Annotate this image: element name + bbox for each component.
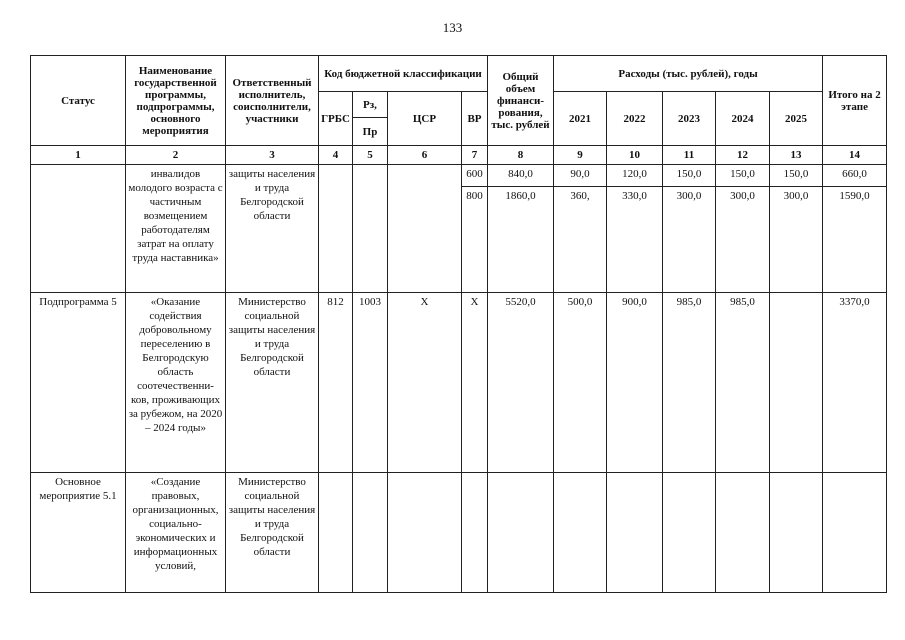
header-2023: 2023 bbox=[663, 92, 716, 146]
header-total-volume: Общий объем финанси-рования, тыс. рублей bbox=[488, 56, 554, 146]
cell-2025: 300,0 bbox=[770, 187, 823, 293]
cell-itogo bbox=[823, 473, 887, 593]
header-2025: 2025 bbox=[770, 92, 823, 146]
cell-total bbox=[488, 473, 554, 593]
cell-2024 bbox=[716, 473, 770, 593]
header-status: Статус bbox=[31, 56, 126, 146]
col-num-1: 1 bbox=[31, 146, 126, 165]
cell-csr bbox=[388, 165, 462, 293]
cell-vr: 600 bbox=[462, 165, 488, 187]
cell-csr: X bbox=[388, 293, 462, 473]
col-num-12: 12 bbox=[716, 146, 770, 165]
header-csr: ЦСР bbox=[388, 92, 462, 146]
cell-responsible: защиты населения и труда Белгородской области bbox=[226, 165, 319, 293]
header-responsible: Ответственный исполнитель, соисполнители, участники bbox=[226, 56, 319, 146]
col-num-2: 2 bbox=[126, 146, 226, 165]
table-row bbox=[31, 293, 887, 473]
cell-csr bbox=[388, 473, 462, 593]
cell-2021: 500,0 bbox=[554, 293, 607, 473]
cell-2021 bbox=[554, 473, 607, 593]
cell-itogo: 1590,0 bbox=[823, 187, 887, 293]
cell-2024: 300,0 bbox=[716, 187, 770, 293]
cell-grbs: 812 bbox=[319, 293, 353, 473]
cell-name: «Оказание содействия добровольному переселению в Белгородскую область соотечественни-ков, проживающих за рубежом, на 2020 – 2024 годы» bbox=[126, 293, 226, 473]
cell-status: Основное мероприятие 5.1 bbox=[31, 473, 126, 593]
cell-total: 840,0 bbox=[488, 165, 554, 187]
header-vr: ВР bbox=[462, 92, 488, 146]
cell-name: «Создание правовых, организационных, социально-экономических и информационных условий, bbox=[126, 473, 226, 593]
cell-itogo: 660,0 bbox=[823, 165, 887, 187]
header-itogo: Итого на 2 этапе bbox=[823, 56, 887, 146]
cell-rz: 1003 bbox=[353, 293, 388, 473]
col-num-8: 8 bbox=[488, 146, 554, 165]
cell-2023: 985,0 bbox=[663, 293, 716, 473]
cell-2022: 120,0 bbox=[607, 165, 663, 187]
cell-status: Подпрограмма 5 bbox=[31, 293, 126, 473]
cell-responsible: Министерство социальной защиты населения и труда Белгородской области bbox=[226, 293, 319, 473]
cell-2024: 150,0 bbox=[716, 165, 770, 187]
header-2024: 2024 bbox=[716, 92, 770, 146]
col-num-3: 3 bbox=[226, 146, 319, 165]
col-num-6: 6 bbox=[388, 146, 462, 165]
header-name: Наименование государственной программы, подпрограммы, основного мероприятия bbox=[126, 56, 226, 146]
col-num-4: 4 bbox=[319, 146, 353, 165]
cell-2022 bbox=[607, 473, 663, 593]
col-num-9: 9 bbox=[554, 146, 607, 165]
cell-2022: 330,0 bbox=[607, 187, 663, 293]
cell-2021: 90,0 bbox=[554, 165, 607, 187]
cell-grbs bbox=[319, 165, 353, 293]
cell-2021: 360, bbox=[554, 187, 607, 293]
header-grbs: ГРБС bbox=[319, 92, 353, 146]
cell-2025 bbox=[770, 473, 823, 593]
cell-2023 bbox=[663, 473, 716, 593]
table-row bbox=[31, 473, 887, 593]
cell-name: инвалидов молодого возраста с частичным возмещением работодателям затрат на оплату труда наставника» bbox=[126, 165, 226, 293]
cell-vr bbox=[462, 473, 488, 593]
col-num-10: 10 bbox=[607, 146, 663, 165]
cell-rz bbox=[353, 165, 388, 293]
col-num-14: 14 bbox=[823, 146, 887, 165]
header-pr: Пр bbox=[353, 118, 388, 146]
cell-itogo: 3370,0 bbox=[823, 293, 887, 473]
cell-2023: 150,0 bbox=[663, 165, 716, 187]
cell-total: 1860,0 bbox=[488, 187, 554, 293]
cell-vr: X bbox=[462, 293, 488, 473]
header-expenses: Расходы (тыс. рублей), годы bbox=[554, 56, 823, 92]
cell-rz bbox=[353, 473, 388, 593]
header-budget-code: Код бюджетной классификации bbox=[319, 56, 488, 92]
col-num-7: 7 bbox=[462, 146, 488, 165]
cell-2022: 900,0 bbox=[607, 293, 663, 473]
cell-status bbox=[31, 165, 126, 293]
cell-grbs bbox=[319, 473, 353, 593]
cell-2023: 300,0 bbox=[663, 187, 716, 293]
table-row bbox=[31, 165, 887, 187]
cell-vr: 800 bbox=[462, 187, 488, 293]
col-num-13: 13 bbox=[770, 146, 823, 165]
header-2022: 2022 bbox=[607, 92, 663, 146]
cell-2024: 985,0 bbox=[716, 293, 770, 473]
header-rz: Рз, bbox=[353, 92, 388, 118]
cell-responsible: Министерство социальной защиты населения и труда Белгородской области bbox=[226, 473, 319, 593]
cell-total: 5520,0 bbox=[488, 293, 554, 473]
header-2021: 2021 bbox=[554, 92, 607, 146]
budget-table bbox=[30, 55, 887, 593]
cell-2025 bbox=[770, 293, 823, 473]
page-number: 133 bbox=[442, 20, 463, 35]
col-num-5: 5 bbox=[353, 146, 388, 165]
cell-2025: 150,0 bbox=[770, 165, 823, 187]
col-num-11: 11 bbox=[663, 146, 716, 165]
